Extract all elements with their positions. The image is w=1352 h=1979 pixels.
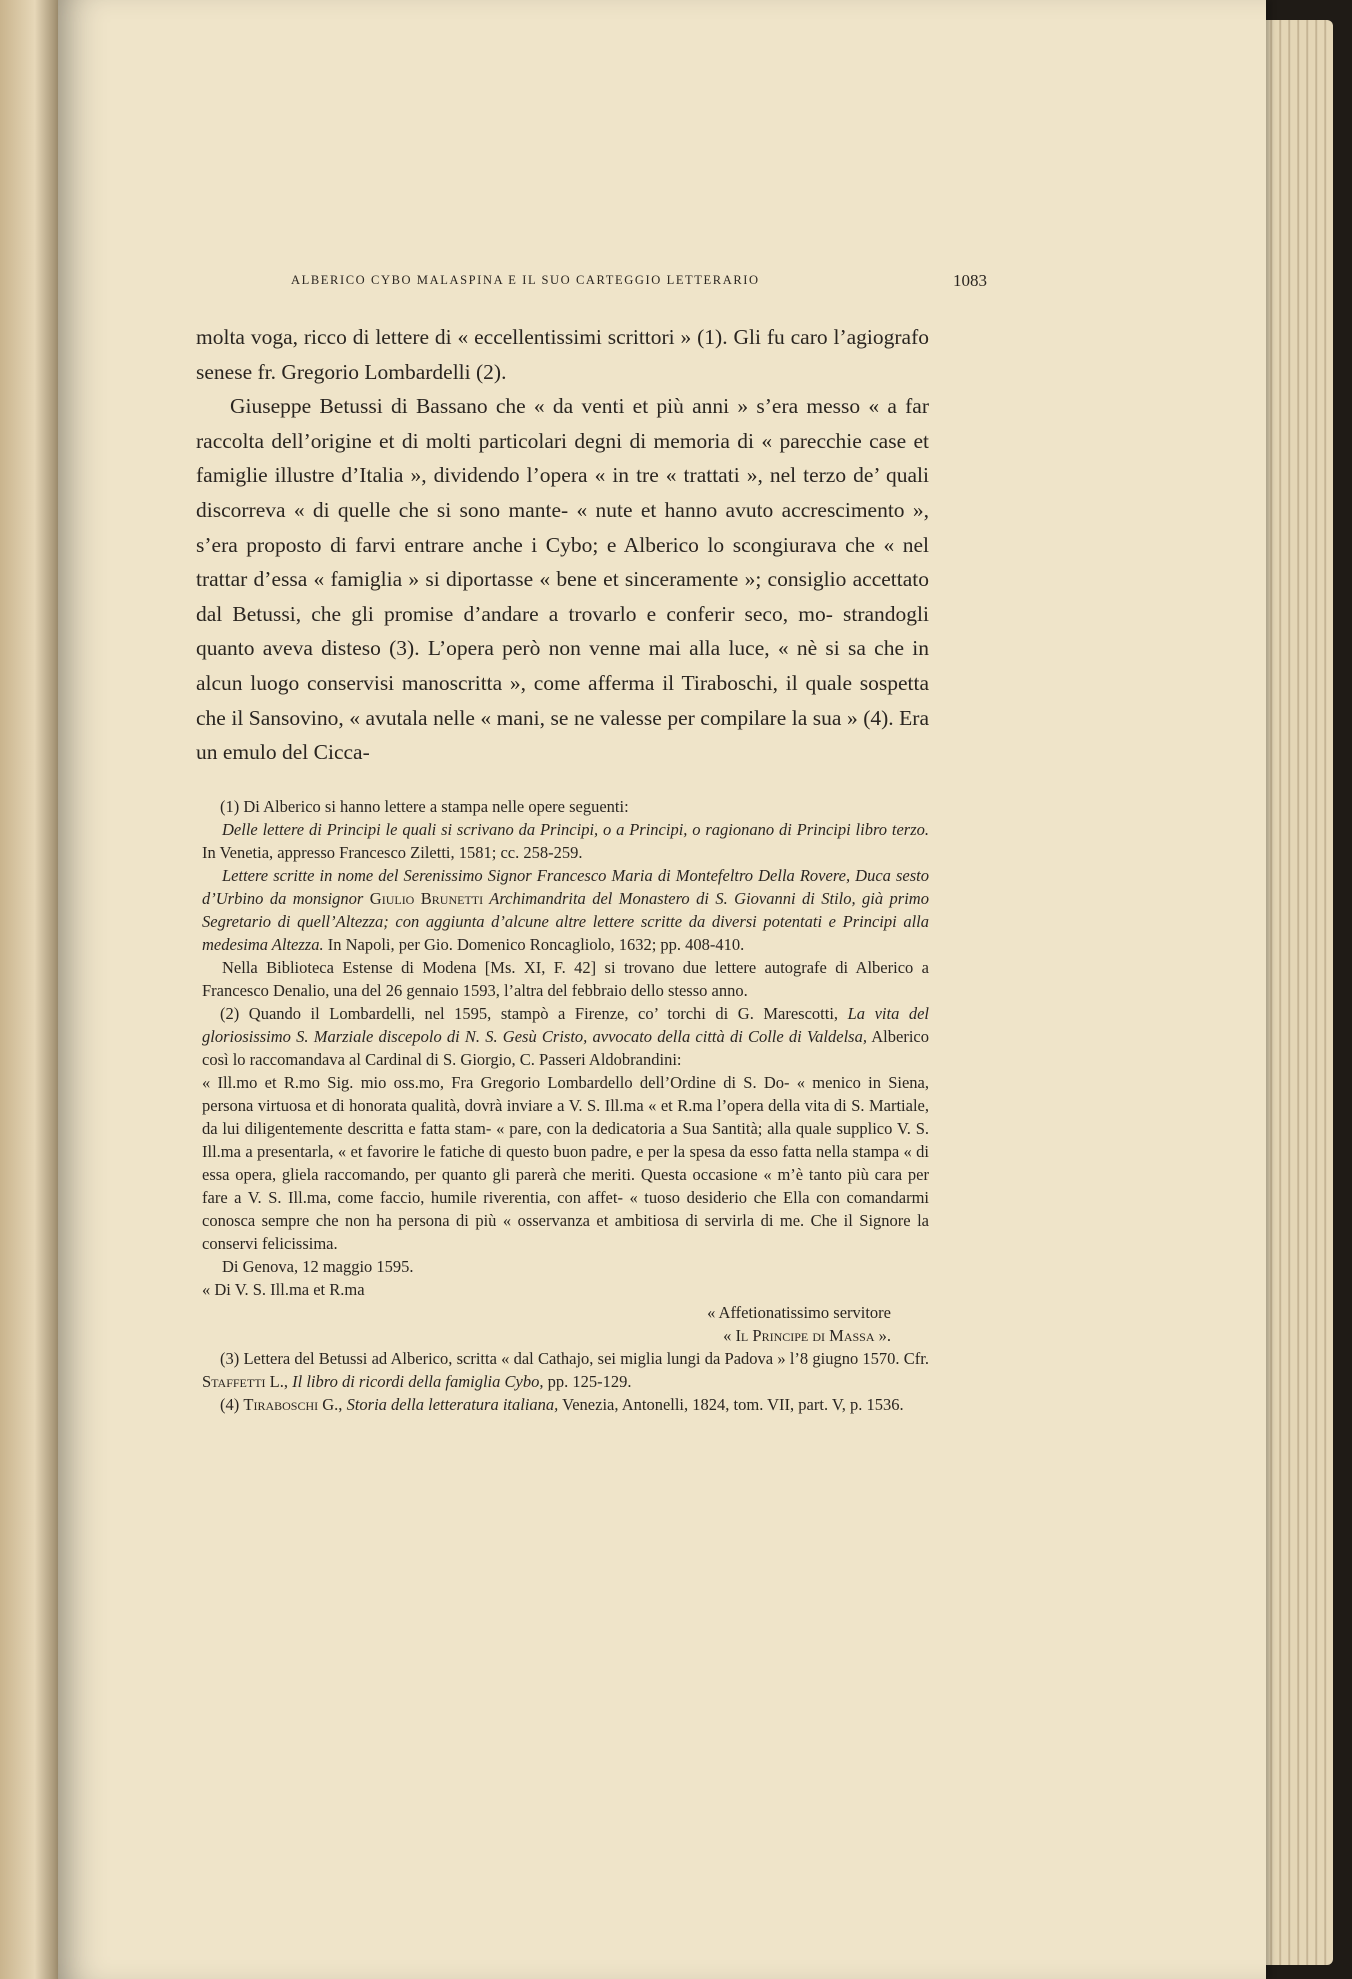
book-title: Il libro di ricordi della famiglia Cybo, — [292, 1372, 544, 1391]
letter-body: « Ill.mo et R.mo Sig. mio oss.mo, Fra Gregorio Lombardello dell’Ordine di S. Do- « menico in Siena, persona virtuosa et di honorata qualità, dovrà inviare a V. S. Ill.ma « et R.ma l’opera della vita di S. Martiale, da lui diligentemente descritta e fatta stam- « pare, con la dedicatoria a Sua Santità; alla quale supplico V. S. Ill.ma a presentarla, « et favorire le fatiche di questo buon padre, e per la spesa da esso fatta nella stampa « di essa opera, gliela raccomando, per quanto gli parerà che meriti. Questa occasione « m’è tanto più cara per fare a V. S. Ill.ma, come faccio, humile riverentia, con affet- « tuoso desiderio che Ella con comandarmi conosca sempre che non ha persona di più « osservanza et ambitiosa di servirla di me. Che il Signore la conservi felicissima. — [202, 1073, 929, 1253]
footnote-1-manuscripts: Nella Biblioteca Estense di Modena [Ms. XI, F. 42] si trovano due lettere autografe di Alberico a Francesco Denalio, una del 26 gennaio 1593, l’altra del febbraio dello stesso anno. — [202, 958, 929, 1000]
letter-quote — [202, 1071, 929, 1347]
quote-mark: « — [723, 1326, 736, 1345]
footnote-text: (2) Quando il Lombardelli, nel 1595, stampò a Firenze, co’ torchi di G. Marescotti, — [220, 1004, 848, 1023]
running-title: ALBERICO CYBO MALASPINA E IL SUO CARTEGGIO LETTERARIO — [291, 273, 760, 287]
footnote-3 — [202, 1347, 929, 1393]
letter-closing: « Di V. S. Ill.ma et R.ma — [202, 1280, 365, 1299]
book-title: Delle lettere di Principi le quali si scrivano da Principi, o a Principi, o ragionano di Principi libro terzo. — [222, 820, 929, 839]
footnote-4 — [202, 1393, 929, 1416]
book-title: Archimandrita del Monastero di S. Giovanni di Stilo, già primo Segretario di quell’Altezza; con aggiunta d’alcune altre lettere scritte da diversi potentati e Principi alla medesima Altezza. — [202, 889, 929, 954]
footnotes — [202, 795, 929, 1416]
letter-signature-name — [202, 1324, 929, 1347]
page-number: 1083 — [953, 271, 987, 290]
author-name: Giulio Brunetti — [369, 889, 484, 908]
footnote-1-book-2 — [202, 864, 929, 956]
footnote-text: G., — [318, 1395, 347, 1414]
book-title: La vita del gloriosissimo S. Marziale discepolo di N. S. Gesù Cristo, avvocato della città di Colle di Valdelsa, — [202, 1004, 930, 1046]
footnote-1-intro: (1) Di Alberico si hanno lettere a stampa nelle opere seguenti: — [220, 797, 629, 816]
paragraph: molta voga, ricco di lettere di « eccellentissimi scrittori » (1). Gli fu caro l’agiografo senese fr. Gregorio Lombardelli (2). — [196, 325, 929, 384]
footnote-text: (3) Lettera del Betussi ad Alberico, scritta « dal Cathajo, sei miglia lungi da Padova » l’8 giugno 1570. Cfr. — [220, 1349, 929, 1368]
signatory: Il Principe di Massa — [735, 1326, 875, 1345]
book-title: Storia della letteratura italiana, — [346, 1395, 559, 1414]
footnote-text: pp. 125-129. — [543, 1372, 632, 1391]
book-imprint: In Venetia, appresso Francesco Ziletti, 1581; cc. 258-259. — [202, 843, 583, 862]
facing-page-edge — [0, 0, 58, 1979]
footnote-text: (4) — [220, 1395, 244, 1414]
footnote-2 — [202, 1002, 929, 1071]
footnote-1-book-1 — [202, 818, 929, 864]
running-head — [291, 273, 987, 295]
author-name: Staffetti — [202, 1372, 266, 1391]
book-imprint: In Napoli, per Gio. Domenico Roncagliolo, 1632; pp. 408-410. — [323, 935, 745, 954]
page-stack-edge — [1255, 20, 1333, 1965]
main-text — [196, 320, 929, 770]
letter-signature-line: « Affetionatissimo servitore — [707, 1303, 891, 1322]
author-name: Tiraboschi — [243, 1395, 319, 1414]
book-title: Lettere scritte in nome del Serenissimo Signor Francesco Maria di Montefeltro Della Rovere, Duca sesto d’Urbino da monsignor — [202, 866, 929, 908]
footnote-text: Venezia, Antonelli, 1824, tom. VII, part. V, p. 1536. — [558, 1395, 904, 1414]
paragraph: Giuseppe Betussi di Bassano che « da venti et più anni » s’era messo « a far raccolta dell’origine et di molti particolari degni di memoria di « parecchie case et famiglie illustre d’Italia », dividendo l’opera « in tre « trattati », nel terzo de’ quali discorreva « di quelle che si sono mante- « nute et hanno avuto accrescimento », s’era proposto di farvi entrare anche i Cybo; e Alberico lo scongiurava che « nel trattar d’essa « famiglia » si diportasse « bene et sinceramente »; consiglio accettato dal Betussi, che gli promise d’andare a trovarlo e conferir seco, mo- strandogli quanto aveva disteso (3). L’opera però non venne mai alla luce, « nè si sa che in alcun luogo conservisi manoscritta », come afferma il Tiraboschi, il quale sospetta che il Sansovino, « avutala nelle « mani, se ne valesse per compilare la sua » (4). Era un emulo del Cicca- — [196, 394, 929, 765]
quote-mark: ». — [874, 1326, 891, 1345]
letter-date: Di Genova, 12 maggio 1595. — [222, 1257, 414, 1276]
footnote-text: L., — [265, 1372, 293, 1391]
footnote-text: Alberico così lo raccomandava al Cardinal di S. Giorgio, C. Passeri Aldobrandini: — [202, 1027, 929, 1069]
